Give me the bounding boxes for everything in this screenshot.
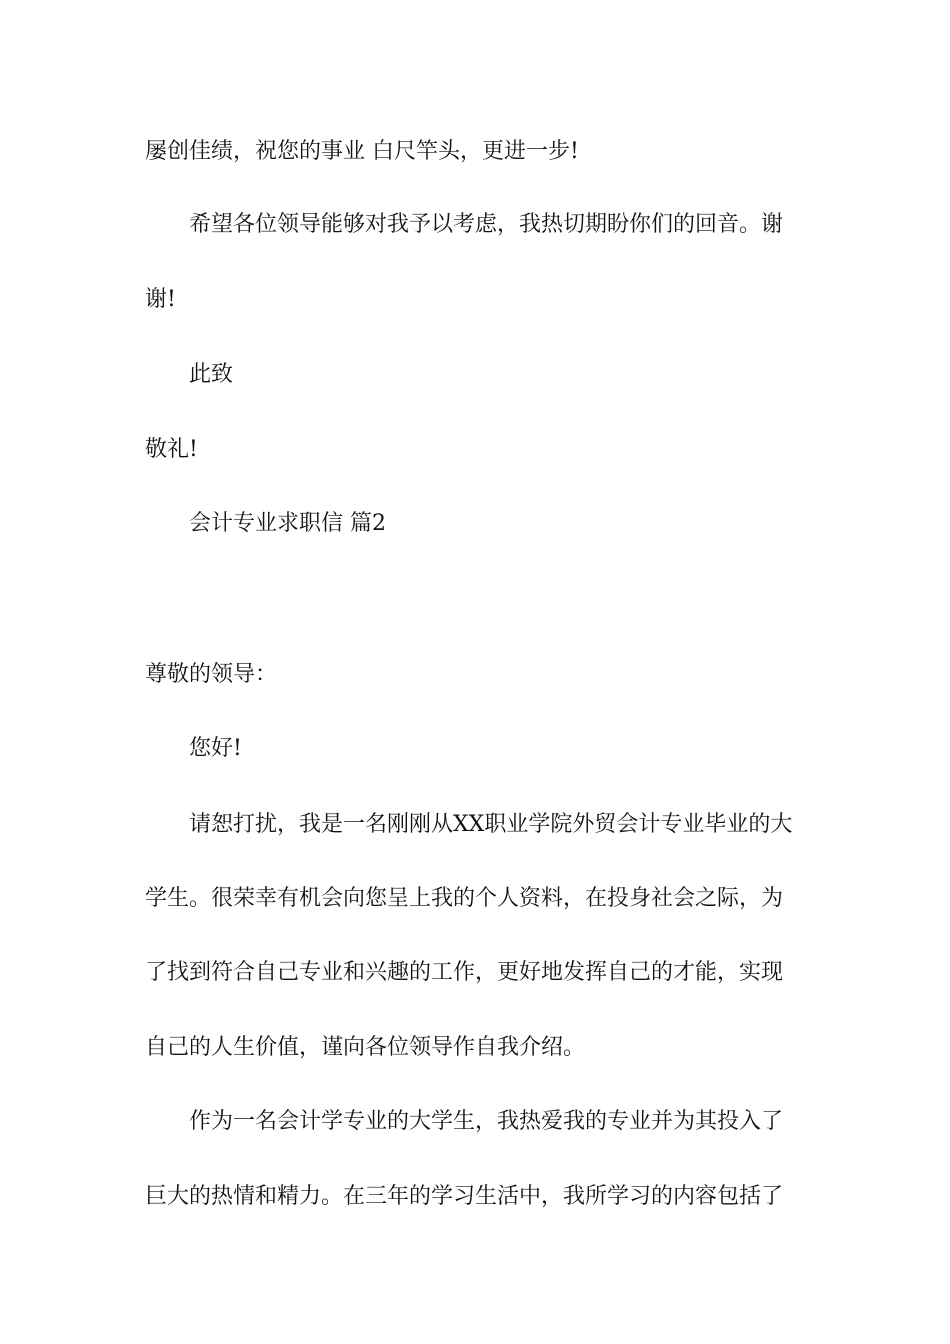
section-heading: 会计专业求职信 篇2: [189, 511, 386, 536]
greeting: 您好!: [189, 736, 242, 761]
closing-salute: 敬礼!: [145, 437, 198, 462]
paragraph-line: 了找到符合自己专业和兴趣的工作，更好地发挥自己的才能，实现: [145, 960, 784, 985]
paragraph-line: 屡创佳绩，祝您的事业 白尺竿头，更进一步!: [145, 139, 579, 164]
closing-phrase: 此致: [189, 362, 234, 387]
paragraph-line: 谢!: [145, 287, 176, 312]
paragraph-line: 希望各位领导能够对我予以考虑，我热切期盼你们的回音。谢: [189, 212, 784, 237]
salutation: 尊敬的领导：: [145, 662, 278, 687]
paragraph-line: 作为一名会计学专业的大学生，我热爱我的专业并为其投入了: [189, 1109, 784, 1134]
paragraph-line: 学生。很荣幸有机会向您呈上我的个人资料，在投身社会之际，为: [145, 886, 784, 911]
paragraph-line: 请恕打扰，我是一名刚刚从XX职业学院外贸会计专业毕业的大: [189, 812, 793, 837]
paragraph-line: 巨大的热情和精力。在三年的学习生活中，我所学习的内容包括了: [145, 1184, 784, 1209]
paragraph-line: 自己的人生价值，谨向各位领导作自我介绍。: [145, 1035, 586, 1060]
